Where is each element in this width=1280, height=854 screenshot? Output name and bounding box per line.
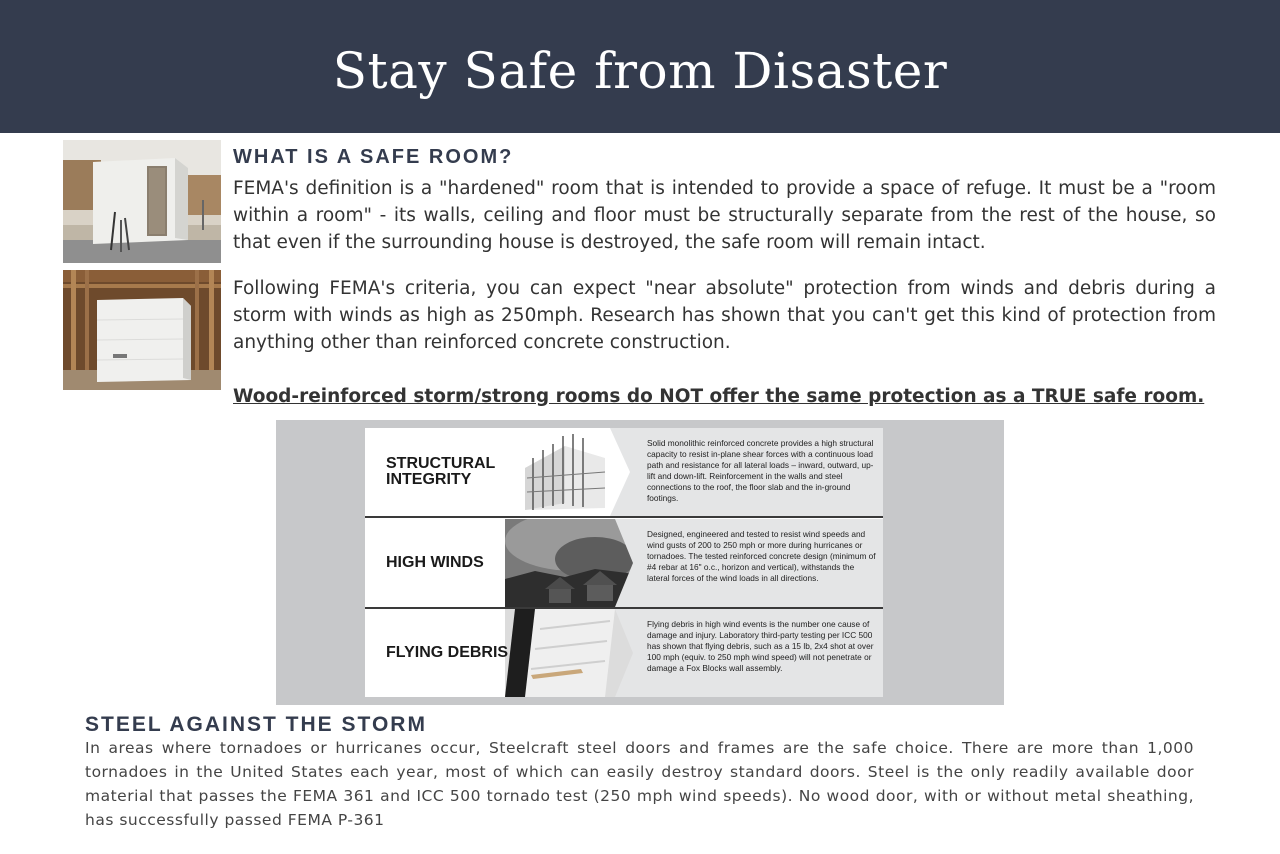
infographic-row-structural-integrity: [365, 428, 883, 516]
safe-room-heading: WHAT IS A SAFE ROOM?: [233, 146, 514, 168]
steel-paragraph: In areas where tornadoes or hurricanes occur, Steelcraft steel doors and frames are the safe choice. There are more than 1,000 tornadoes in the United States each year, most of which can easily destroy standard doors. Steel is the only readily available door material that passes the FEMA 361 and ICC 500 tornado test (250 mph wind speeds). No wood door, with or without metal sheathing, has successfully passed FEMA P-361: [85, 739, 1194, 829]
structural-integrity-description: Solid monolithic reinforced concrete provides a high structural capacity to resist in-plane shear forces with a continuous load path and resistance for all lateral loads – inward, outward, up-lift and down-lift. Reinforcement in the walls and steel connections to the roof, the floor slab and the in-ground footings.: [647, 438, 874, 503]
high-winds-description: Designed, engineered and tested to resist wind speeds and wind gusts of 200 to 250 mph or more during hurricanes or tornadoes. The tested reinforced concrete design (minimum of #4 rebar at 16" o.c., horizon and vertical), withstands the lateral forces of the wind loads in all directions.: [647, 529, 876, 583]
page-header: [0, 0, 1280, 133]
safe-room-criteria-paragraph: Following FEMA's criteria, you can expect "near absolute" protection from winds and debris during a storm with winds as high as 250mph. Research has shown that you can't get this kind of protection from anything other than reinforced concrete construction.: [233, 278, 1216, 353]
page-title: Stay Safe from Disaster: [332, 42, 948, 100]
debris-2x4-photo: [505, 609, 643, 697]
safe-room-definition-paragraph: FEMA's definition is a "hardened" room that is intended to provide a space of refuge. It must be a "room within a room" - its walls, ceiling and floor must be structurally separate from the rest of the house, so that even if the surrounding house is destroyed, the safe room will remain intact.: [233, 178, 1216, 253]
wood-room-warning: Wood-reinforced storm/strong rooms do NOT offer the same protection as a TRUE safe room.: [233, 386, 1205, 407]
safe-room-infographic: [276, 420, 1004, 705]
flying-debris-label: FLYING DEBRIS: [386, 644, 509, 661]
safe-room-interior-photo: [63, 270, 221, 390]
infographic-row-high-winds: [365, 519, 883, 607]
structural-integrity-label: STRUCTURAL INTEGRITY: [386, 455, 496, 488]
steel-heading: STEEL AGAINST THE STORM: [85, 713, 427, 736]
flying-debris-description: Flying debris in high wind events is the number one cause of damage and injury. Laboratory third-party testing per ICC 500 has shown that flying debris, such as a 15 lb, 2x4 shot at over 100 mph (equiv. to 250 mph wind speed) will not penetrate or damage a Fox Blocks wall assembly.: [647, 619, 874, 673]
safe-room-exterior-photo: [63, 140, 221, 263]
infographic-panel: [365, 428, 883, 697]
storm-over-houses-photo: [505, 519, 643, 607]
infographic-divider: [365, 516, 883, 518]
high-winds-label: HIGH WINDS: [386, 554, 484, 571]
rebar-wall-illustration: [505, 428, 643, 516]
infographic-row-flying-debris: [365, 609, 883, 697]
